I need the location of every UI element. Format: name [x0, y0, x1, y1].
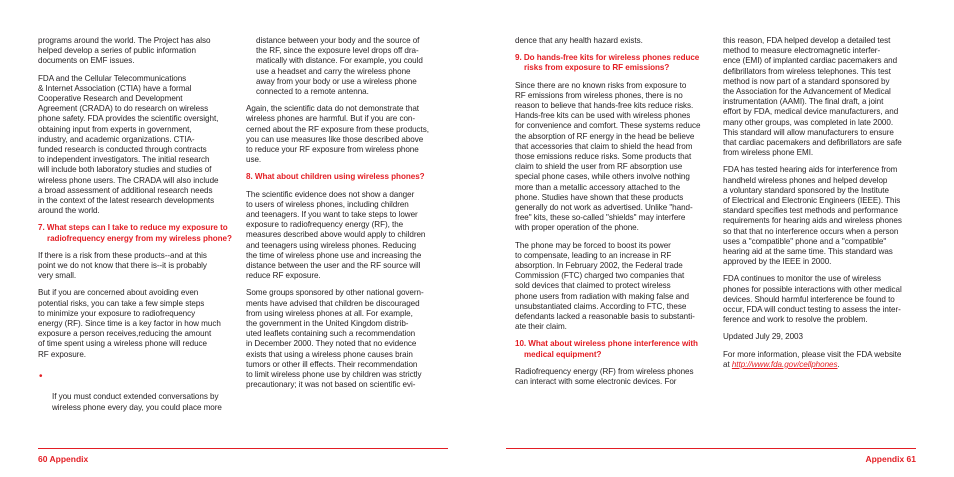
- paragraph: If there is a risk from these products--and at this point we do not know that there is--it is probably very small.: [38, 250, 207, 281]
- left-column: [38, 36, 246, 420]
- paragraph: distance between your body and the source of the RF, since the exposure level drops off dra- matically with distance. For example, you could use a headset and carry the wireless phone away from your body or use a wireless phone connected to a remote antenna.: [256, 36, 423, 97]
- paragraph: this reason, FDA helped develop a detailed test method to measure electromagnetic interfer- ence (EMI) of implanted cardiac pacemakers and defibrillators from wireless telephones. This test method is now part of a standard sponsored by the Association for the Advancement of Medical instrumentation (AAMI). The final draft, a joint effort by FDA, medical device manufacturers, and many other groups, was completed in late 2000. This standard will allow manufacturers to ensure that cardiac pacemakers and defibrillators are safe from wireless phone EMI.: [723, 36, 902, 158]
- paragraph: FDA and the Cellular Telecommunications & Internet Association (CTIA) have a formal Cooperative Research and Development Agreement (CRADA) to do research on wireless phone safety. FDA provides the scientific oversight, obtaining input from experts in government, industry, and academic organizations. CTIA- funded research is conducted through contracts to independent investigators. The initial research will include both laboratory studies and studies of wireless phone users. The CRADA will also include a broad assessment of additional research needs in the context of the latest research developments around the world.: [38, 73, 219, 216]
- bullet-item: [38, 372, 246, 413]
- right-column: [723, 36, 929, 377]
- link-period: .: [837, 359, 840, 369]
- page-footer-left: 60 Appendix: [38, 454, 89, 464]
- paragraph: Since there are no known risks from exposure to RF emissions from wireless phones, there is no reason to believe that hands-free kits reduce risks. Hands-free kits can be used with wireless phones for convenience and comfort. These systems reduce the absorption of RF energy in the head be believe that accessories that claim to shield the head from those emissions reduce risks. Some products that claim to shield the user from RF absorption use special phone cases, while others involve nothing more than a metallic accessory attached to the phone. Studies have shown that these products generally do not work as advertised. Unlike "hand- free" kits, these so-called "shields" may interfere with proper operation of the phone.: [515, 80, 701, 233]
- section-heading-9: 9. Do hands-free kits for wireless phones reduce risks from exposure to RF emissions?: [515, 53, 700, 73]
- footer-rule: [38, 448, 448, 449]
- paragraph: dence that any health hazard exists.: [515, 36, 643, 45]
- paragraph: [723, 350, 929, 370]
- paragraph: programs around the world. The Project has also helped develop a series of public information documents on EMF issues.: [38, 36, 211, 66]
- updated-date: Updated July 29, 2003: [723, 332, 803, 342]
- footer-rule: [506, 448, 916, 449]
- section-heading-10: 10. What about wireless phone interference with medical equipment?: [515, 339, 698, 359]
- section-heading-7: 7. What steps can I take to reduce my exposure to radiofrequency energy from my wireless phone?: [38, 223, 232, 243]
- fda-website-link[interactable]: http://www.fda.gov/cellphones: [731, 359, 838, 369]
- paragraph: Radiofrequency energy (RF) from wireless phones can interact with some electronic devices. For: [515, 366, 694, 387]
- paragraph: FDA continues to monitor the use of wireless phones for possible interactions with other medical devices. Should harmful interference be found to occur, FDA will conduct testing to assess the inter- ference and work to resolve the problem.: [723, 274, 902, 325]
- paragraph: The scientific evidence does not show a danger to users of wireless phones, including children and teenagers. If you want to take steps to lower exposure to radiofrequency energy (RF), the measures described above would apply to children and teenagers using wireless phones. Reducing the time of wireless phone use and increasing the distance between the user and the RF source will reduce RF exposure.: [246, 189, 426, 281]
- right-column: [246, 36, 446, 398]
- paragraph: Some groups sponsored by other national govern- ments have advised that children be discouraged from using wireless phones at all. For example, the government in the United Kingdom distrib- uted leaflets containing such a recommendation in December 2000. They noted that no evidence exists that using a wireless phone causes brain tumors or other ill effects. Their recommendation to limit wireless phone use by children was strictly precautionary; it was not based on scientific evi-: [246, 288, 424, 390]
- link-intro: For more information, please visit the FDA website at: [723, 349, 902, 369]
- paragraph: Again, the scientific data do not demonstrate that wireless phones are harmful. But if you are con- cerned about the RF exposure from these products, you can use measures like those described above to reduce your RF exposure from wireless phone use.: [246, 104, 429, 165]
- bullet-icon: •: [39, 370, 43, 382]
- paragraph: FDA has tested hearing aids for interference from handheld wireless phones and helped develop a voluntary standard sponsored by the Institute of Electrical and Electronic Engineers (IEEE). This standard specifies test methods and performance requirements for hearing aids and wireless phones so that that no interference occurs when a person uses a "compatible" phone and a "compatible" hearing aid at the same time. This standard was approved by the IEEE in 2000.: [723, 165, 902, 267]
- paragraph: The phone may be forced to boost its power to compensate, leading to an increase in RF absorption. In February 2002, the Federal trade Commission (FTC) charged two companies that sold devices that claimed to protect wireless phone users from radiation with making false and unsubstantiated claims. According to FTC, these defendants lacked a reasonable basis to substanti- ate their claim.: [515, 240, 695, 332]
- left-column: [515, 36, 715, 394]
- page-footer-right: Appendix 61: [865, 454, 916, 464]
- bullet-text: If you must conduct extended conversations by wireless phone every day, you could place more: [52, 392, 222, 412]
- section-heading-8: 8. What about children using wireless phones?: [246, 172, 425, 182]
- paragraph: But if you are concerned about avoiding even potential risks, you can take a few simple steps to minimize your exposure to radiofrequency energy (RF). Since time is a key factor in how much exposure a person receives,reducing the amount of time spent using a wireless phone will reduce RF exposure.: [38, 288, 221, 359]
